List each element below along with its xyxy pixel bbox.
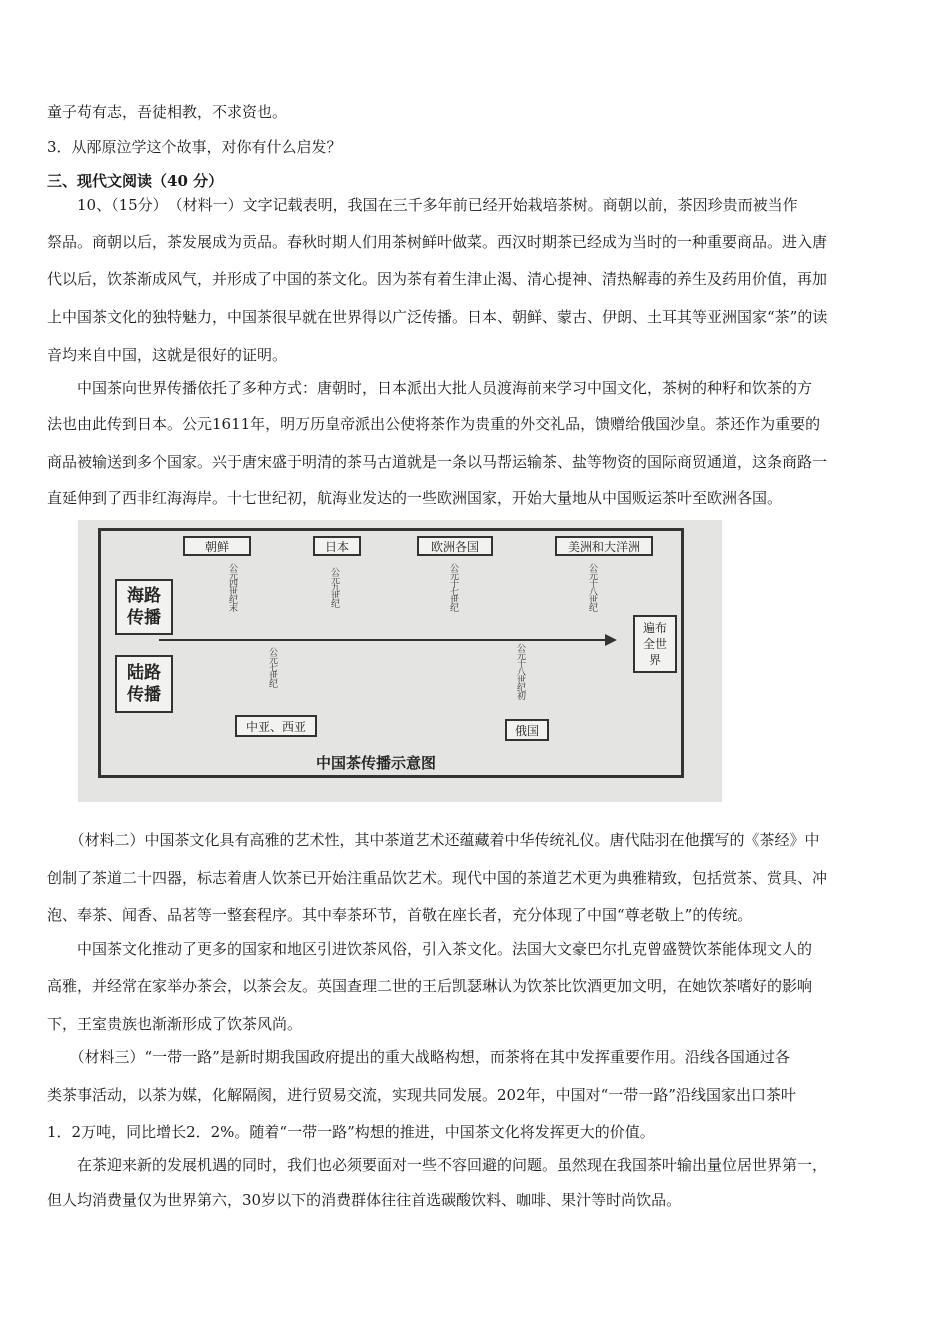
paragraph-line: 商品被输送到多个国家。兴于唐宋盛于明清的茶马古道就是一条以马帮运输茶、盐等物资的国际商贸通道，这条商路一 <box>47 453 828 471</box>
time-label: 公元十八世纪初 <box>515 643 525 699</box>
world-box-line: 界 <box>648 653 661 667</box>
tea-spread-diagram <box>78 520 722 802</box>
world-box-line: 遍布 <box>642 621 667 635</box>
time-label: 公元十七世纪 <box>448 563 458 611</box>
land-route-label <box>115 655 173 713</box>
world-box <box>633 615 677 673</box>
question-3: 3．从邴原泣学这个故事，对你有什么启发？ <box>47 138 342 156</box>
paragraph-line: 创制了茶道二十四器，标志着唐人饮茶已开始注重品饮艺术。现代中国的茶道艺术更为典雅精致，包括赏茶、赏具、冲 <box>47 869 828 887</box>
paragraph-line: 但人均消费量仅为世界第六，30岁以下的消费群体往往首选碳酸饮料、咖啡、果汁等时尚饮品。 <box>47 1191 682 1209</box>
paragraph-line: 直延伸到了西非红海海岸。十七世纪初，航海业发达的一些欧洲国家，开始大量地从中国贩运茶叶至欧洲各国。 <box>47 489 783 507</box>
paragraph-line: 法也由此传到日本。公元1611年，明万历皇帝派出公使将茶作为贵重的外交礼品，馈赠给俄国沙皇。茶还作为重要的 <box>47 415 821 433</box>
destination-europe: 欧洲各国 <box>417 536 493 556</box>
paragraph-line: 音均来自中国，这就是很好的证明。 <box>47 346 288 364</box>
diagram-frame <box>98 528 684 778</box>
land-route-label-line: 传播 <box>127 685 161 705</box>
destination-japan: 日本 <box>313 536 361 556</box>
time-label: 公元四世纪末 <box>227 563 237 611</box>
destination-russia: 俄国 <box>505 719 549 741</box>
time-label: 公元十八世纪 <box>587 563 597 611</box>
world-box-line: 全世 <box>642 637 667 651</box>
land-route-label-line: 陆路 <box>127 663 161 683</box>
paragraph-line: 高雅，并经常在家举办茶会，以茶会友。英国查理二世的王后凯瑟琳认为饮茶比饮酒更加文明，在她饮茶嗜好的影响 <box>47 977 813 995</box>
paragraph-line: 泡、奉茶、闻香、品茗等一整套程序。其中奉茶环节，首敬在座长者，充分体现了中国“尊老敬上”的传统。 <box>47 906 753 924</box>
paragraph-line: 中国茶向世界传播依托了多种方式：唐朝时，日本派出大批人员渡海前来学习中国文化，茶树的种籽和饮茶的方 <box>47 379 813 397</box>
time-label: 公元七世纪 <box>267 647 277 687</box>
paragraph-line: （材料三）“一带一路”是新时期我国政府提出的重大战略构想，而茶将在其中发挥重要作用。沿线各国通过各 <box>47 1048 790 1066</box>
paragraph-line: 上中国茶文化的独特魅力，中国茶很早就在世界得以广泛传播。日本、朝鲜、蒙古、伊朗、土耳其等亚洲国家“茶”的读 <box>47 308 828 326</box>
text-line: 童子苟有志，吾徒相教，不求资也。 <box>47 103 288 121</box>
route-arrow-line <box>159 639 607 641</box>
destination-central-west-asia: 中亚、西亚 <box>235 715 317 737</box>
paragraph-line: 下，王室贵族也渐渐形成了饮茶风尚。 <box>47 1015 303 1033</box>
destination-americas-oceania: 美洲和大洋洲 <box>555 536 653 556</box>
paragraph-line: 1．2万吨，同比增长2．2%。随着“一带一路”构想的推进，中国茶文化将发挥更大的价值。 <box>47 1123 655 1141</box>
paragraph-line: （材料二）中国茶文化具有高雅的艺术性，其中茶道艺术还蕴藏着中华传统礼仪。唐代陆羽在他撰写的《茶经》中 <box>47 831 820 849</box>
sea-route-label-line: 海路 <box>127 586 161 606</box>
paragraph-line: 中国茶文化推动了更多的国家和地区引进饮茶风俗，引入茶文化。法国大文豪巴尔扎克曾盛赞饮茶能体现文人的 <box>47 940 813 958</box>
route-arrow-head <box>605 634 617 646</box>
paragraph-line: 祭品。商朝以后，茶发展成为贡品。春秋时期人们用茶树鲜叶做菜。西汉时期茶已经成为当时的一种重要商品。进入唐 <box>47 233 828 251</box>
time-label: 公元九世纪 <box>329 567 339 607</box>
sea-route-label <box>115 579 173 635</box>
sea-route-label-line: 传播 <box>127 608 161 628</box>
paragraph-line: 10、（15分） （材料一）文字记载表明，我国在三千多年前已经开始栽培茶树。商朝以前，茶因珍贵而被当作 <box>47 196 798 214</box>
diagram-caption: 中国茶传播示意图 <box>316 754 437 772</box>
paragraph-line: 在茶迎来新的发展机遇的同时，我们也必须要面对一些不容回避的问题。虽然现在我国茶叶输出量位居世界第一， <box>47 1156 828 1174</box>
section-title: 三、现代文阅读（40 分） <box>47 172 224 190</box>
destination-korea: 朝鲜 <box>183 536 251 556</box>
paragraph-line: 代以后，饮茶渐成风气，并形成了中国的茶文化。因为茶有着生津止渴、清心提神、清热解毒的养生及药用价值，再加 <box>47 270 828 288</box>
paragraph-line: 类茶事活动，以茶为媒，化解隔阂，进行贸易交流，实现共同发展。202年，中国对“一带一路”沿线国家出口茶叶 <box>47 1086 796 1104</box>
